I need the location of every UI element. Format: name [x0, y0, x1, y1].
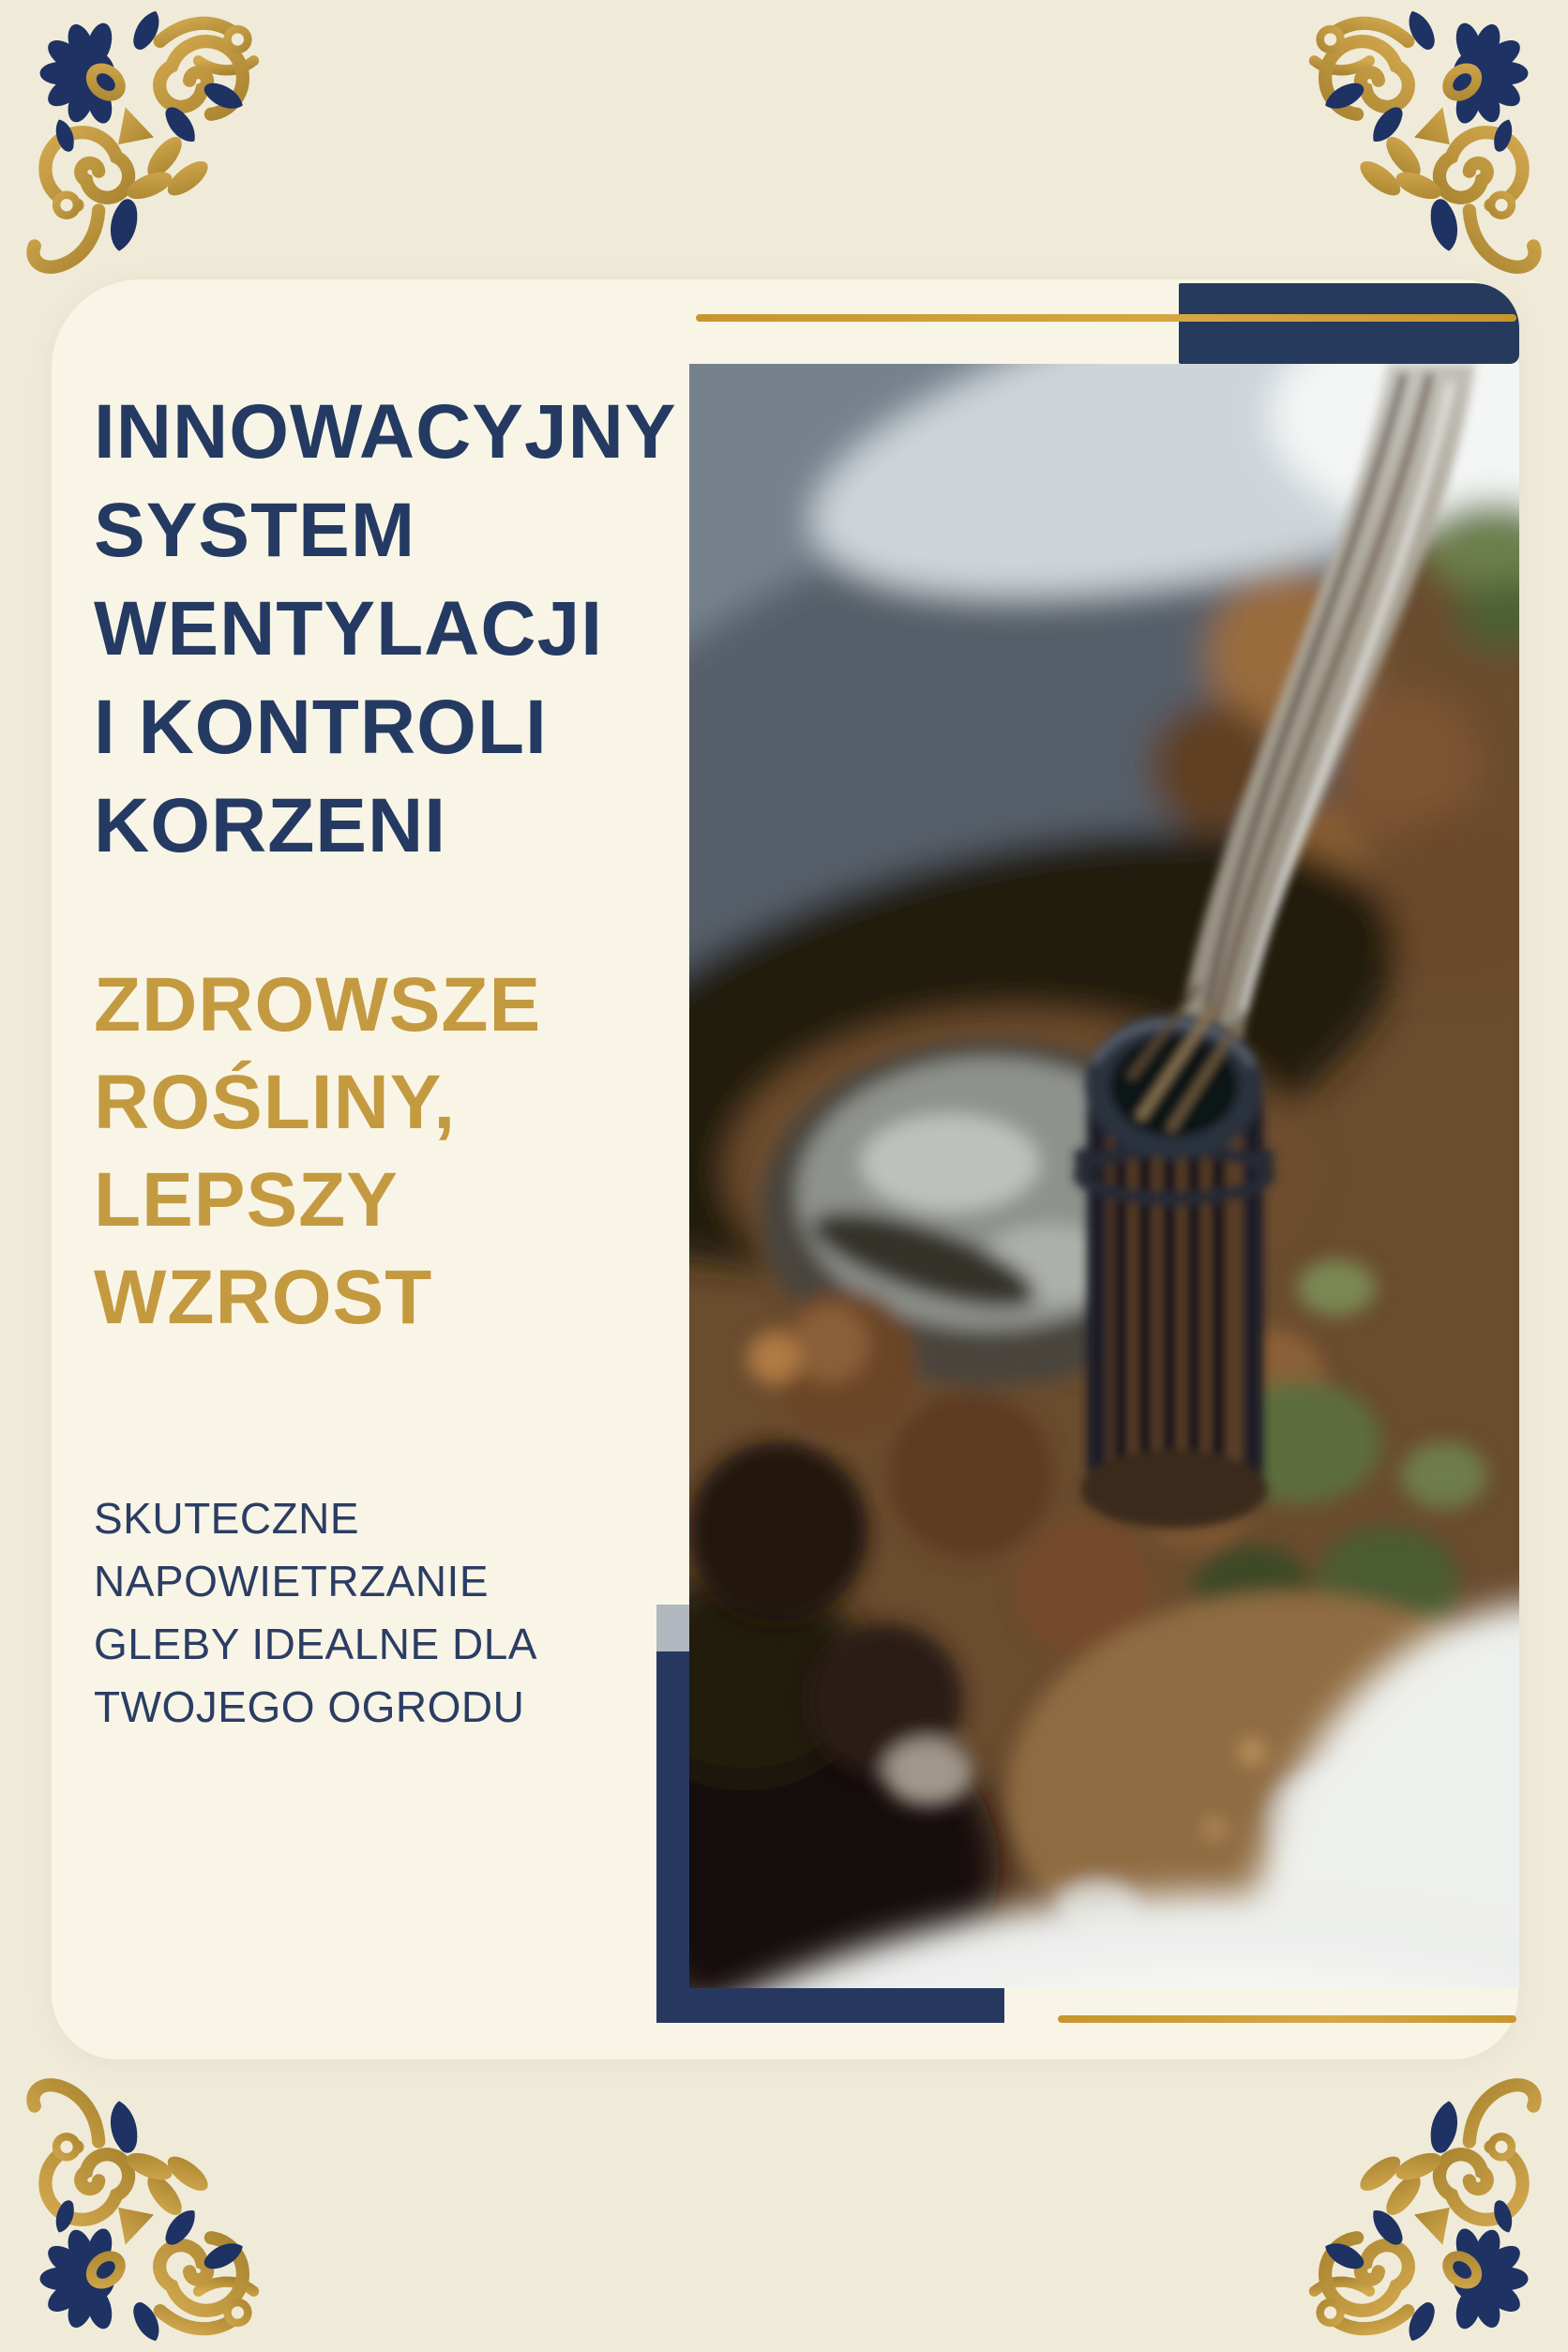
- body-text-line: GLEBY IDEALNE DLA: [94, 1620, 537, 1668]
- subheadline-line: WZROST: [94, 1255, 433, 1340]
- gray-accent-block: [656, 1605, 689, 1651]
- subheadline-line: ROŚLINY,: [94, 1060, 457, 1145]
- corner-ornament-top-right: [1315, 7, 1535, 267]
- soil-watering-photo-art: [689, 364, 1519, 1988]
- body-text-line: TWOJEGO OGRODU: [94, 1682, 525, 1731]
- corner-ornament-top-left: [33, 7, 253, 267]
- body-text-line: SKUTECZNE: [94, 1494, 360, 1543]
- body-text-line: NAPOWIETRZANIE: [94, 1557, 490, 1606]
- headline-line: KORZENI: [94, 783, 446, 868]
- subheadline: [94, 957, 541, 1347]
- body-text: [94, 1487, 537, 1739]
- headline-line: I KONTROLI: [94, 685, 548, 770]
- soil-watering-photo: [689, 364, 1519, 1988]
- bottom-gold-divider-line: [1058, 2015, 1516, 2023]
- headline: [94, 383, 677, 875]
- corner-ornament-bottom-left: [33, 2085, 253, 2345]
- top-navy-accent-bar: [1179, 283, 1519, 364]
- top-gold-divider-line: [696, 314, 1516, 322]
- corner-ornament-bottom-right: [1315, 2085, 1535, 2345]
- headline-line: SYSTEM: [94, 488, 416, 573]
- headline-line: WENTYLACJI: [94, 586, 603, 671]
- subheadline-line: ZDROWSZE: [94, 962, 542, 1048]
- headline-line: INNOWACYJNY: [94, 389, 677, 475]
- subheadline-line: LEPSZY: [94, 1157, 399, 1243]
